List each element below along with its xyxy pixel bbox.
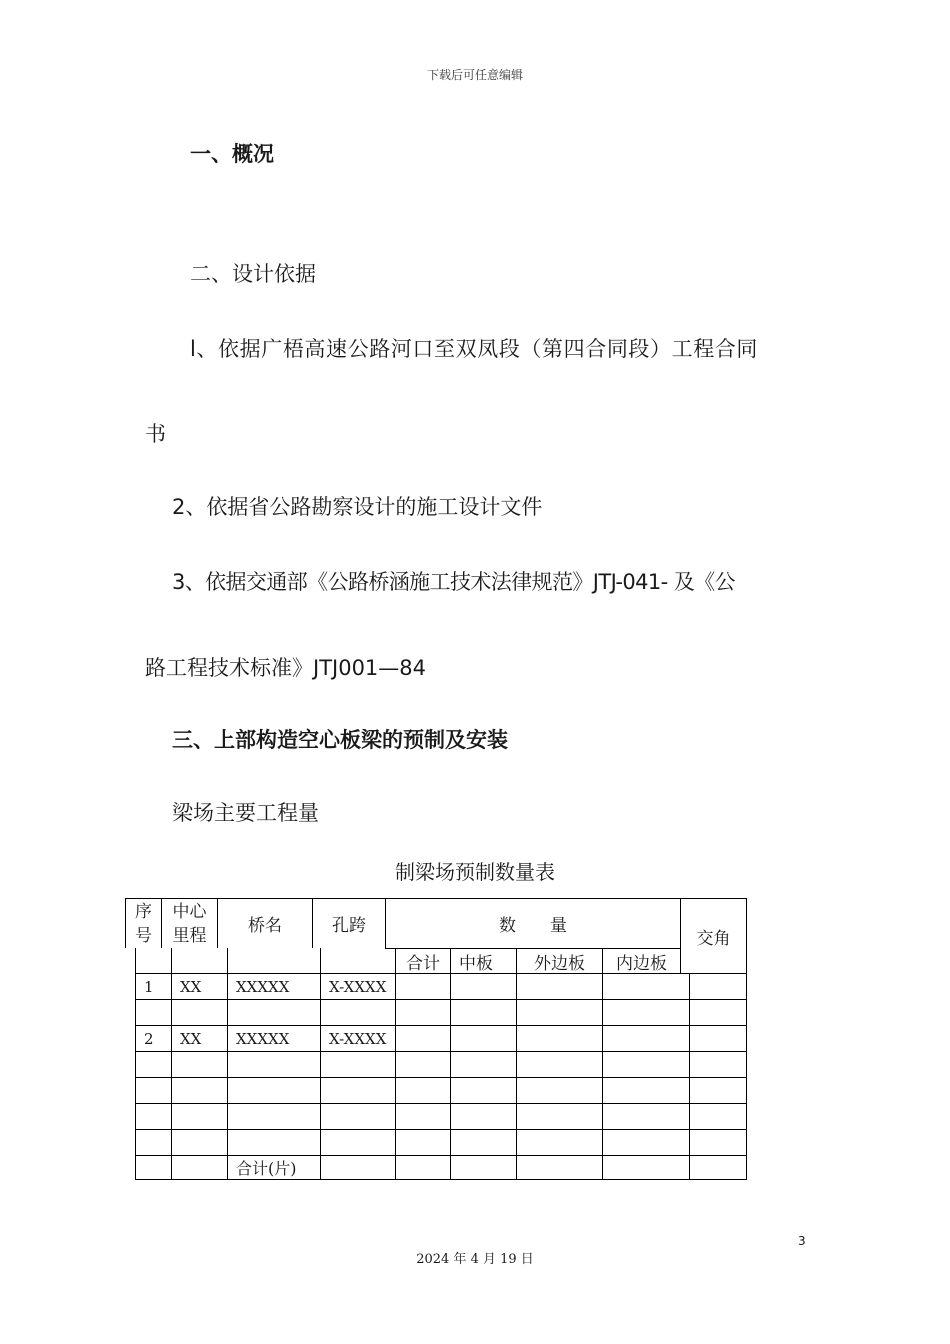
row-3-span: X-XXXX xyxy=(329,1029,387,1048)
header-middle-slab: 中板 xyxy=(459,953,493,974)
header-mileage-line-1: 中心 xyxy=(172,901,207,922)
section-3-title: 三、上部构造空心板梁的预制及安装 xyxy=(172,728,508,752)
header-seq-line-2: 号 xyxy=(135,925,152,946)
header-inner-edge-slab: 内边板 xyxy=(616,953,667,974)
basis-item-3-line-2: 路工程技术标准》JTJ001—84 xyxy=(145,656,427,680)
basis-item-1-line-2: 书 xyxy=(145,422,166,446)
precast-quantity-table xyxy=(125,898,746,1180)
header-seq xyxy=(126,899,161,948)
section-2-title: 二、设计依据 xyxy=(190,262,316,286)
header-total: 合计 xyxy=(406,953,440,974)
basis-item-3-line-1: 3、依据交通部《公路桥涵施工技术法律规范》JTJ-041- 及《公 xyxy=(172,570,735,594)
footer-date: 2024 年 4 月 19 日 xyxy=(416,1252,534,1267)
row-1-bridge: XXXXX xyxy=(236,977,290,996)
header-bridge-name: 桥名 xyxy=(248,916,282,936)
row-1-seq: 1 xyxy=(144,977,154,996)
row-3-bridge: XXXXX xyxy=(236,1029,290,1048)
row-1-mileage: XX xyxy=(180,977,202,996)
page-number: 3 xyxy=(798,1234,806,1248)
row-3-mileage: XX xyxy=(180,1029,202,1048)
row-3-seq: 2 xyxy=(144,1029,154,1048)
header-outer-edge-slab: 外边板 xyxy=(534,953,585,974)
row-1-span: X-XXXX xyxy=(329,977,387,996)
header-mileage xyxy=(162,899,217,948)
section-1-title: 一、概况 xyxy=(190,142,274,166)
header-note: 下载后可任意编辑 xyxy=(426,68,523,82)
table-title: 制梁场预制数量表 xyxy=(395,860,555,884)
header-span: 孔跨 xyxy=(332,916,366,936)
row-total-label: 合计(片) xyxy=(236,1159,297,1178)
basis-item-1-line-1: l、依据广梧高速公路河口至双凤段（第四合同段）工程合同 xyxy=(190,337,759,361)
header-quantity: 数 量 xyxy=(499,916,567,936)
subheading-quantities: 梁场主要工程量 xyxy=(172,801,319,825)
header-mileage-line-2: 里程 xyxy=(172,925,207,946)
header-skew-angle: 交角 xyxy=(696,928,731,949)
header-seq-line-1: 序 xyxy=(135,901,152,922)
basis-item-2: 2、依据省公路勘察设计的施工设计文件 xyxy=(172,495,543,519)
